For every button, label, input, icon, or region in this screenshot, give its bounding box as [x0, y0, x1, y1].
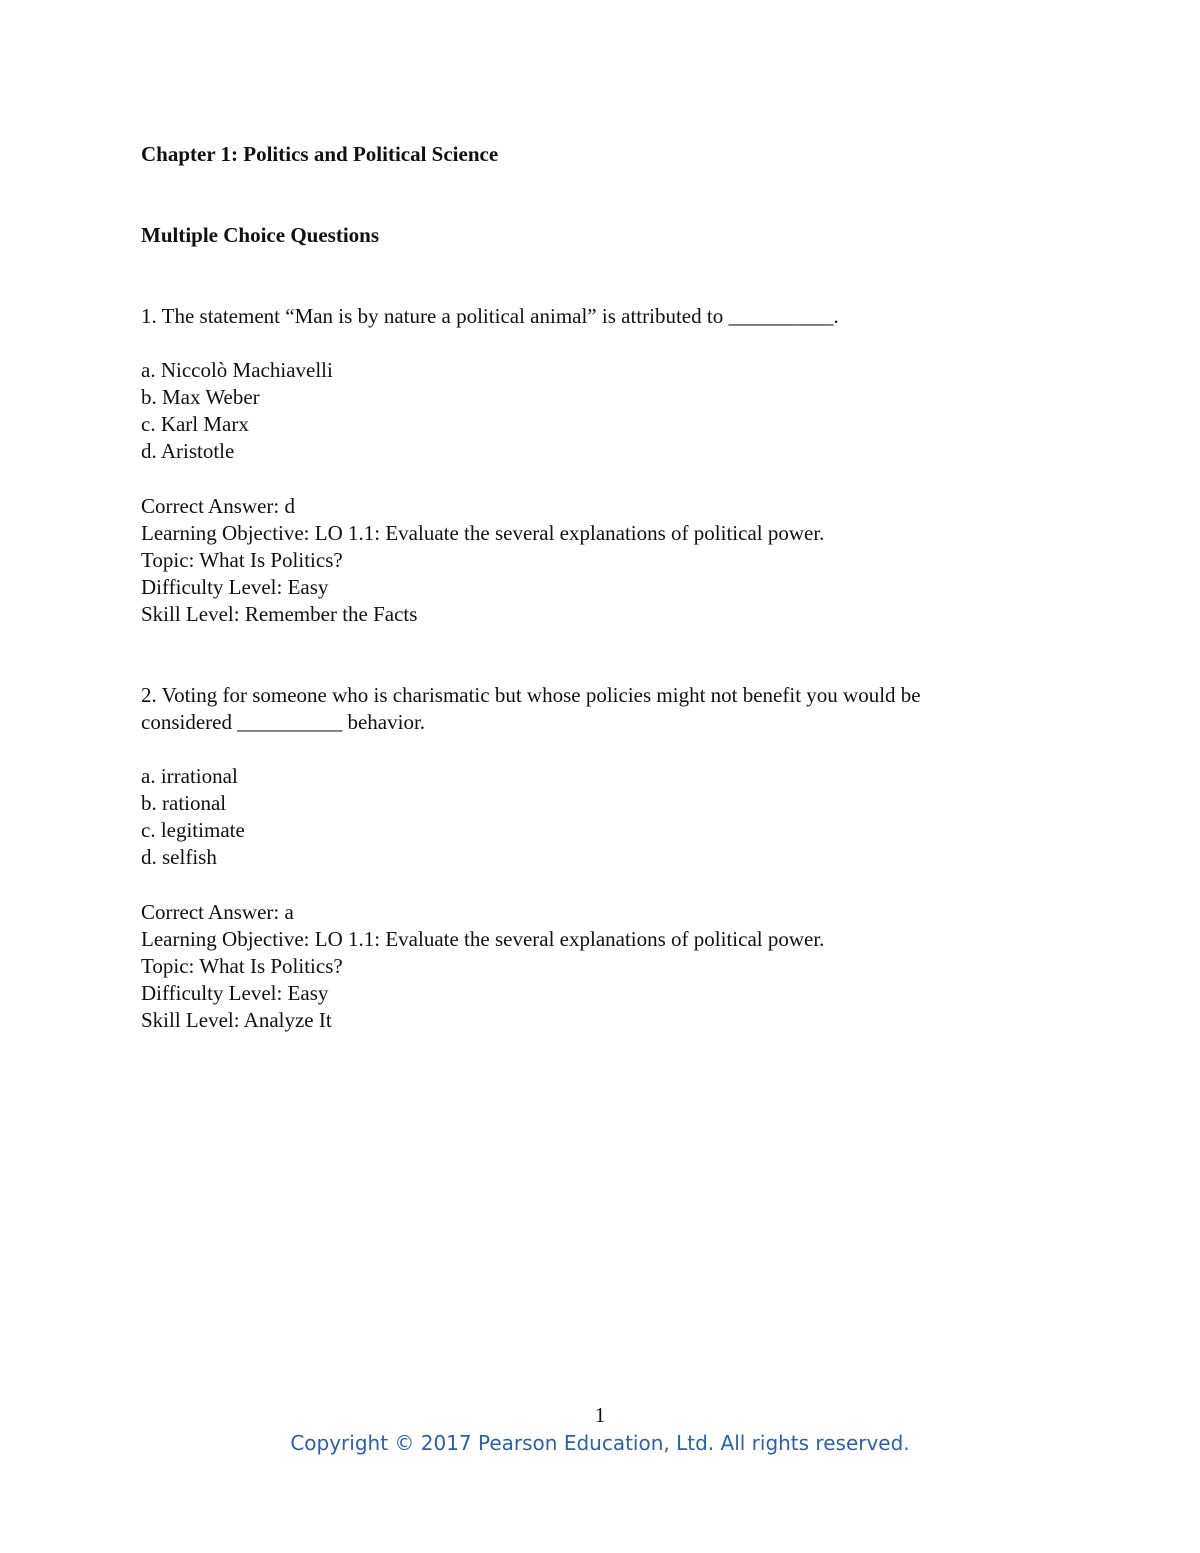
correct-answer: Correct Answer: d: [141, 494, 295, 518]
learning-objective: Learning Objective: LO 1.1: Evaluate the several explanations of political power.: [141, 521, 825, 545]
question-stem: 1. The statement “Man is by nature a political animal” is attributed to __________.: [141, 304, 839, 328]
question-2: [141, 682, 1041, 1034]
question-metadata: [141, 493, 1041, 628]
page-number: 1: [594, 1403, 606, 1427]
option-c: c. Karl Marx: [141, 412, 249, 436]
difficulty-level: Difficulty Level: Easy: [141, 981, 329, 1005]
page-content: [141, 141, 1041, 1034]
option-list: [141, 357, 1041, 465]
section-title: Multiple Choice Questions: [141, 223, 380, 247]
option-b: b. Max Weber: [141, 385, 260, 409]
option-list: [141, 763, 1041, 871]
option-b: b. rational: [141, 791, 227, 815]
chapter-title: Chapter 1: Politics and Political Science: [141, 142, 499, 166]
question-metadata: [141, 899, 1041, 1034]
learning-objective: Learning Objective: LO 1.1: Evaluate the several explanations of political power.: [141, 927, 825, 951]
option-c: c. legitimate: [141, 818, 245, 842]
question-stem-line-2: considered __________ behavior.: [141, 710, 426, 734]
topic: Topic: What Is Politics?: [141, 548, 343, 572]
option-d: d. selfish: [141, 845, 217, 869]
copyright-notice: Copyright © 2017 Pearson Education, Ltd. All rights reserved.: [290, 1431, 910, 1455]
option-d: d. Aristotle: [141, 439, 235, 463]
option-a: a. irrational: [141, 764, 238, 788]
difficulty-level: Difficulty Level: Easy: [141, 575, 329, 599]
question-1: [141, 303, 1041, 628]
question-stem-line-1: 2. Voting for someone who is charismatic but whose policies might not benefit you would be: [141, 683, 921, 707]
skill-level: Skill Level: Remember the Facts: [141, 602, 418, 626]
option-a: a. Niccolò Machiavelli: [141, 358, 333, 382]
skill-level: Skill Level: Analyze It: [141, 1008, 332, 1032]
correct-answer: Correct Answer: a: [141, 900, 294, 924]
topic: Topic: What Is Politics?: [141, 954, 343, 978]
